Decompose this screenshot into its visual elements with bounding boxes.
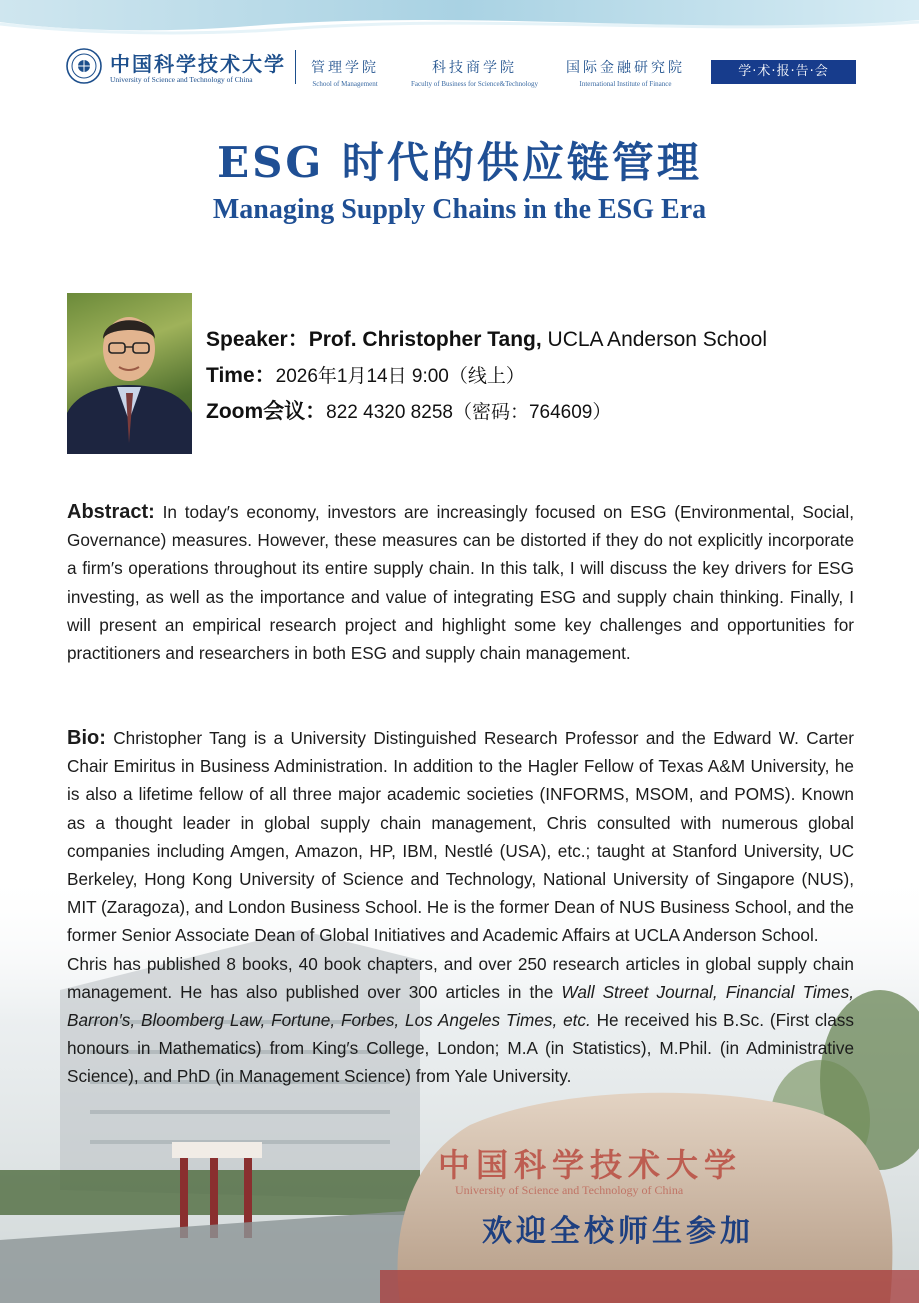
bio-publications-italic: Wall Street Journal, Financial Times, Barron′s, Bloomberg Law, Fortune, Forbes, Los Angeles Times, etc. (67, 981, 854, 1031)
zoom-label: Zoom会议： (206, 400, 327, 423)
university-seal-icon (66, 48, 102, 84)
school-name-cn: 管理学院 (311, 60, 379, 76)
bio-text-1: Christopher Tang is a University Distinguished Research Professor and the Edward W. Carter Chair Emiritus in Business Administration. In addition to the Hagler Fellow of Texas A&M University, he is also a lifetime fellow of all three major academic societies (INFORMS, MSOM, and POMS). Known as a thought leader in global supply chain management, Chris consulted with numerous global companies including Amgen, Amazon, HP, IBM, Nestlé (USA), etc.; taught at Stanford University, UC Berkeley, Hong Kong University of Science and Technology, National University of Singapore (NUS), MIT (Zaragoza), and London Business School. He is the former Dean of NUS Business School, and the former Senior Associate Dean of Global Initiatives and Academic Affairs at UCLA Anderson School. (67, 728, 854, 946)
header-divider (295, 50, 296, 84)
speaker-affiliation: UCLA Anderson School (541, 328, 767, 351)
speaker-line (206, 323, 767, 353)
school-management (311, 57, 379, 88)
abstract-paragraph (67, 498, 854, 667)
rock-inscription-en: University of Science and Technology of China (455, 1183, 684, 1197)
school-name-cn: 国际金融研究院 (566, 60, 685, 76)
speaker-portrait-icon (67, 293, 192, 454)
time-label: Time： (206, 364, 276, 387)
zoom-value: 822 4320 8258（密码：764609） (326, 402, 612, 423)
bio-text-2b: He received his B.Sc. (First class honours in Mathematics) from King′s College, London; M.A (in Statistics), M.Phil. (in Administrative Science), and PhD (in Management Science) from Yale University. (67, 1010, 854, 1087)
school-name-cn: 科技商学院 (432, 60, 518, 76)
university-name-cn: 中国科学技术大学 (110, 52, 286, 76)
abstract-text: In today′s economy, investors are increasingly focused on ESG (Environmental, Social, Governance) measures. However, these measures can be distorted if they do not explicitly incorporate a firm′s operations throughout its entire supply chain. In this talk, I will discuss the key drivers for ESG investing, as well as the importance and value of integrating ESG and supply chain thinking. Finally, I will present an empirical research project and highlight some key challenges and opportunities for practitioners and researchers in both ESG and supply chain management. (67, 502, 854, 664)
title-cn: ESG 时代的供应链管理 (217, 138, 702, 187)
speaker-photo (67, 293, 192, 454)
title-en: Managing Supply Chains in the ESG Era (212, 194, 707, 225)
university-name-en: University of Science and Technology of China (110, 75, 253, 84)
school-name-en: School of Management (312, 80, 378, 88)
school-name-en: Faculty of Business for Science&Technology (411, 80, 539, 88)
header-bar (66, 44, 858, 90)
speaker-label: Speaker： (206, 328, 309, 351)
bio-label: Bio: (67, 727, 106, 749)
time-line (206, 359, 525, 389)
abstract-label: Abstract: (67, 501, 155, 523)
bio-text-2a: Chris has published 8 books, 40 book chapters, and over 250 research articles in global supply chain management. He has also published over 300 articles in the (67, 953, 854, 1002)
academic-report-badge: 学·术·报·告·会 (711, 60, 856, 84)
time-value: 2026年1月14日 9:00（线上） (275, 366, 525, 387)
rock-inscription-cn: 中国科学技术大学 (438, 1146, 743, 1184)
school-finance (566, 57, 685, 88)
welcome-text: 欢迎全校师生参加 (482, 1214, 754, 1249)
bio-paragraph (67, 724, 854, 1091)
speaker-name: Prof. Christopher Tang, (308, 328, 542, 351)
school-name-en: International Institute of Finance (579, 80, 672, 88)
school-business (411, 57, 538, 88)
zoom-line (206, 395, 611, 425)
